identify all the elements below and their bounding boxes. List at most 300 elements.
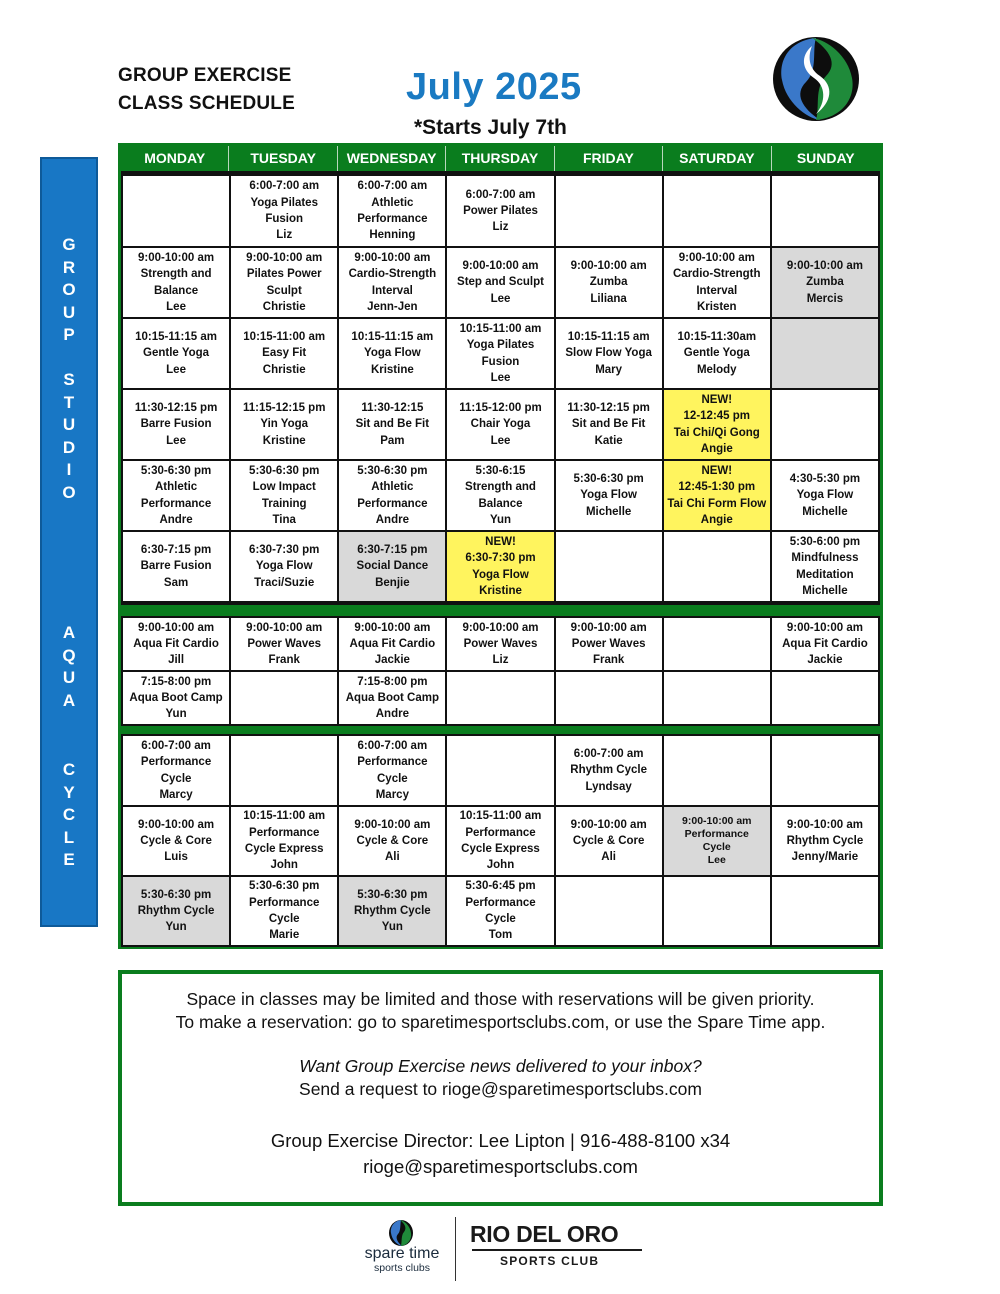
class-cell bbox=[339, 176, 445, 246]
class-cell bbox=[447, 877, 553, 945]
sidebar-letter: C bbox=[62, 805, 76, 824]
sidebar-letter: Q bbox=[62, 645, 76, 665]
class-line: Cycle & Core bbox=[356, 834, 429, 847]
class-line: 4:30-5:30 pm bbox=[789, 473, 861, 486]
class-line: 6:30-7:15 pm bbox=[140, 544, 212, 557]
class-line: Liz bbox=[492, 221, 509, 234]
class-cell bbox=[231, 176, 337, 246]
class-line: Ali bbox=[385, 851, 400, 864]
class-line: Cycle bbox=[268, 913, 300, 925]
class-line: Kristen bbox=[696, 300, 737, 313]
empty-cell bbox=[772, 319, 878, 388]
class-line: Sam bbox=[163, 576, 189, 589]
new-badge: NEW! bbox=[701, 464, 733, 477]
class-line: Cycle Express bbox=[461, 843, 540, 855]
class-line: Andre bbox=[159, 513, 193, 526]
class-line: 5:30-6:15 bbox=[475, 464, 526, 477]
sports-club-wordmark: SPORTS CLUB bbox=[500, 1254, 600, 1268]
class-line: Lee bbox=[490, 292, 511, 305]
empty-cell bbox=[231, 736, 337, 805]
class-line: Performance bbox=[357, 756, 428, 769]
class-cell bbox=[772, 618, 878, 670]
class-line: Yoga Pilates bbox=[466, 339, 535, 352]
class-line: Luis bbox=[164, 851, 188, 864]
class-line: Lyndsay bbox=[585, 780, 632, 793]
class-line: 10:15-11:15 am bbox=[567, 331, 650, 344]
class-line: 9:00-10:00 am bbox=[678, 251, 755, 264]
class-line: 6:00-7:00 am bbox=[141, 739, 211, 752]
class-line: Kristine bbox=[370, 363, 414, 376]
class-line: Step and Sculpt bbox=[457, 276, 544, 289]
class-line: Lee bbox=[166, 363, 186, 376]
empty-cell bbox=[664, 877, 770, 945]
class-cell bbox=[123, 532, 229, 601]
class-line: 10:15-11:00 am bbox=[243, 331, 326, 344]
sidebar-letter: C bbox=[62, 760, 76, 779]
empty-cell bbox=[664, 176, 770, 246]
class-line: Fusion bbox=[481, 355, 520, 368]
class-line: Performance bbox=[249, 896, 320, 909]
class-line: 6:00-7:00 am bbox=[465, 188, 536, 201]
class-line: Rhythm Cycle bbox=[570, 764, 647, 777]
class-line: Lee bbox=[166, 300, 186, 313]
class-line: 7:15-8:00 pm bbox=[357, 675, 428, 688]
sidebar-letter: U bbox=[62, 415, 76, 434]
empty-cell bbox=[772, 176, 878, 246]
class-cell bbox=[772, 532, 878, 601]
start-date-note: *Starts July 7th bbox=[414, 116, 567, 139]
group-studio-section bbox=[121, 174, 880, 605]
class-line: Interval bbox=[371, 284, 413, 297]
class-line: Jill bbox=[168, 654, 185, 667]
class-cell bbox=[447, 319, 553, 388]
class-line: Christie bbox=[262, 300, 306, 313]
class-line: 5:30-6:30 pm bbox=[357, 464, 428, 477]
empty-cell bbox=[772, 390, 878, 459]
class-line: 6:00-7:00 am bbox=[249, 180, 320, 193]
class-line: 11:15-12:00 pm bbox=[459, 402, 542, 415]
class-line: Christie bbox=[262, 363, 306, 376]
class-line: 12-12:45 pm bbox=[683, 410, 751, 423]
class-line: Performance bbox=[357, 213, 428, 225]
class-cell bbox=[664, 461, 770, 530]
class-line: 7:15-8:00 pm bbox=[140, 675, 212, 688]
class-line: Yoga Flow bbox=[580, 489, 637, 502]
director-email: rioge@sparetimesportsclubs.com bbox=[363, 1156, 638, 1177]
new-badge: NEW! bbox=[485, 535, 516, 548]
day-header: WEDNESDAY bbox=[338, 146, 446, 171]
aqua-section bbox=[121, 616, 880, 726]
class-line: 10:15-11:15 am bbox=[351, 331, 434, 344]
class-line: Power Waves bbox=[247, 637, 322, 650]
class-line: Lee bbox=[166, 434, 186, 447]
sidebar-letter: I bbox=[66, 460, 72, 479]
class-line: 9:00-10:00 am bbox=[786, 818, 863, 831]
aqua-label bbox=[42, 622, 96, 712]
empty-cell bbox=[447, 672, 553, 724]
class-line: 9:00-10:00 am bbox=[462, 621, 539, 634]
sidebar-letter: O bbox=[62, 280, 76, 299]
class-cell bbox=[231, 807, 337, 875]
empty-cell bbox=[664, 736, 770, 805]
class-line: Cycle Express bbox=[244, 843, 324, 855]
class-line: Gentle Yoga bbox=[683, 347, 750, 360]
empty-cell bbox=[556, 672, 662, 724]
class-line: Low Impact bbox=[252, 481, 316, 494]
sidebar-letter: G bbox=[62, 235, 76, 254]
spare-time-wordmark: spare time bbox=[364, 1245, 440, 1262]
sidebar-letter: R bbox=[62, 257, 76, 277]
class-cell bbox=[231, 248, 337, 317]
class-line: Jackie bbox=[807, 654, 843, 667]
month-title: July 2025 bbox=[406, 66, 582, 108]
class-line: Aqua Fit Cardio bbox=[133, 637, 219, 650]
class-line: Cardio-Strength bbox=[673, 268, 761, 281]
class-line: 6:30-7:30 pm bbox=[249, 544, 320, 557]
class-line: Rhythm Cycle bbox=[354, 904, 431, 917]
class-cell bbox=[339, 877, 445, 945]
class-line: Yun bbox=[165, 708, 187, 721]
class-line: Fusion bbox=[265, 213, 304, 225]
class-line: Liz bbox=[276, 229, 293, 242]
class-cell bbox=[231, 319, 337, 388]
class-cell bbox=[339, 319, 445, 388]
class-cell bbox=[123, 807, 229, 875]
class-line: Performance bbox=[249, 826, 320, 839]
class-line: Interval bbox=[696, 284, 738, 297]
day-header: MONDAY bbox=[121, 146, 229, 171]
class-line: 11:30-12:15 pm bbox=[134, 402, 218, 415]
class-line: Melody bbox=[696, 363, 737, 376]
class-line: Mercis bbox=[806, 292, 844, 305]
empty-cell bbox=[556, 877, 662, 945]
class-line: 11:15-12:15 pm bbox=[242, 402, 326, 415]
info-priority-text: Space in classes may be limited and those with reservations will be given priority. bbox=[186, 989, 815, 1009]
class-cell bbox=[772, 248, 878, 317]
class-cell bbox=[772, 807, 878, 875]
heading-line-2: CLASS SCHEDULE bbox=[118, 93, 295, 114]
class-cell bbox=[772, 461, 878, 530]
class-line: Power Pilates bbox=[463, 204, 538, 217]
sidebar-letter: U bbox=[62, 302, 76, 322]
class-line: Marcy bbox=[159, 788, 193, 801]
class-cell bbox=[556, 390, 662, 459]
class-cell bbox=[556, 807, 662, 875]
class-line: Mary bbox=[595, 363, 623, 376]
new-badge: NEW! bbox=[701, 393, 733, 406]
class-cell bbox=[447, 532, 553, 601]
class-line: Marcy bbox=[375, 788, 409, 801]
class-line: Athletic bbox=[371, 481, 414, 494]
sidebar-letter: T bbox=[63, 392, 75, 412]
class-line: 5:30-6:45 pm bbox=[465, 880, 536, 893]
class-line: 9:00-10:00 am bbox=[354, 251, 431, 264]
empty-cell bbox=[556, 176, 662, 246]
class-cell bbox=[556, 319, 662, 388]
spare-time-small-logo-icon bbox=[388, 1219, 414, 1247]
class-line: 9:00-10:00 am bbox=[354, 621, 431, 634]
day-header: THURSDAY bbox=[446, 146, 554, 171]
class-line: Angie bbox=[700, 513, 733, 526]
class-cell bbox=[447, 390, 553, 459]
class-line: Tina bbox=[272, 513, 296, 526]
class-line: 6:30-7:30 pm bbox=[465, 552, 536, 565]
class-cell bbox=[123, 461, 229, 530]
class-line: Frank bbox=[268, 654, 300, 667]
class-line: 5:30-6:00 pm bbox=[789, 535, 861, 548]
class-line: 9:00-10:00 am bbox=[570, 818, 647, 831]
class-line: Kristine bbox=[262, 434, 306, 447]
class-line: 9:00-10:00 am bbox=[786, 260, 863, 273]
class-schedule-table bbox=[118, 143, 883, 949]
class-line: Yoga Flow bbox=[364, 347, 421, 360]
sidebar-letter: U bbox=[62, 668, 76, 687]
class-line: Yoga Flow bbox=[472, 568, 529, 581]
class-line: Performance bbox=[465, 826, 536, 839]
class-line: Lee bbox=[490, 371, 511, 384]
class-line: Michelle bbox=[802, 584, 848, 597]
class-line: Zumba bbox=[806, 276, 844, 289]
class-cell bbox=[123, 877, 229, 945]
empty-cell bbox=[556, 532, 662, 601]
class-cell bbox=[664, 248, 770, 317]
class-line: 11:30-12:15 bbox=[361, 402, 424, 415]
sidebar-letter: A bbox=[62, 623, 76, 642]
sidebar-letter: S bbox=[63, 370, 75, 389]
class-line: Yin Yoga bbox=[260, 418, 309, 431]
class-cell bbox=[231, 390, 337, 459]
class-line: Sculpt bbox=[266, 284, 302, 297]
class-cell bbox=[447, 807, 553, 875]
class-line: 10:15-11:15 am bbox=[135, 331, 217, 344]
rio-del-oro-underline bbox=[472, 1249, 642, 1251]
empty-cell bbox=[772, 736, 878, 805]
class-cell bbox=[339, 248, 445, 317]
sidebar-letter: A bbox=[62, 690, 76, 710]
sidebar-letter: O bbox=[62, 482, 76, 502]
cycle-section bbox=[121, 734, 880, 947]
class-cell bbox=[556, 461, 662, 530]
class-line: John bbox=[486, 859, 515, 872]
class-cell bbox=[123, 390, 229, 459]
class-line: Performance bbox=[465, 896, 536, 909]
footer-branding bbox=[350, 1215, 650, 1285]
rio-del-oro-wordmark: RIO DEL ORO bbox=[470, 1221, 619, 1247]
class-line: Frank bbox=[592, 654, 625, 667]
group-studio-label bbox=[42, 234, 96, 504]
section-sidebar bbox=[40, 157, 98, 927]
class-line: Ali bbox=[601, 851, 616, 864]
class-cell bbox=[339, 618, 445, 670]
sidebar-letter: D bbox=[62, 437, 76, 457]
class-line: 10:15-11:00 am bbox=[459, 322, 542, 335]
empty-cell bbox=[231, 672, 337, 724]
class-line: Sit and Be Fit bbox=[355, 418, 430, 431]
class-line: 5:30-6:30 pm bbox=[249, 464, 320, 477]
class-line: Yun bbox=[381, 921, 403, 934]
class-line: 6:00-7:00 am bbox=[357, 180, 428, 193]
empty-cell bbox=[447, 736, 553, 805]
class-cell bbox=[447, 618, 553, 670]
class-line: 11:30-12:15 pm bbox=[567, 402, 650, 415]
class-line: 6:00-7:00 am bbox=[573, 748, 644, 761]
class-line: Power Waves bbox=[463, 637, 538, 650]
class-line: Yoga Pilates bbox=[250, 196, 318, 209]
class-line: Pam bbox=[380, 434, 405, 447]
class-line: Chair Yoga bbox=[470, 418, 531, 431]
class-line: 12:45-1:30 pm bbox=[678, 481, 756, 494]
class-line: Performance bbox=[140, 497, 212, 510]
class-line: Henning bbox=[369, 229, 416, 242]
class-line: Rhythm Cycle bbox=[786, 834, 864, 847]
heading-line-1: GROUP EXERCISE bbox=[118, 65, 292, 86]
class-line: Yoga Flow bbox=[796, 489, 854, 502]
sidebar-letter: E bbox=[63, 850, 75, 869]
info-box bbox=[118, 970, 883, 1206]
class-cell bbox=[123, 672, 229, 724]
class-cell bbox=[447, 461, 553, 530]
class-cell bbox=[447, 248, 553, 317]
class-line: Performance bbox=[357, 497, 428, 510]
class-line: Tai Chi Form Flow bbox=[667, 497, 767, 510]
empty-cell bbox=[772, 672, 878, 724]
class-line: 9:00-10:00 am bbox=[570, 621, 647, 634]
class-cell bbox=[123, 736, 229, 805]
empty-cell bbox=[664, 618, 770, 670]
class-line: Sit and Be Fit bbox=[571, 418, 646, 431]
class-cell bbox=[447, 176, 553, 246]
newsletter-request-text: Send a request to rioge@sparetimesportsclubs.com bbox=[299, 1079, 702, 1099]
class-cell bbox=[664, 807, 770, 875]
class-line: Zumba bbox=[589, 276, 628, 289]
sidebar-letter: Y bbox=[63, 782, 75, 802]
class-line: 9:00-10:00 am bbox=[354, 818, 431, 831]
class-line: Rhythm Cycle bbox=[137, 904, 215, 917]
class-line: Cycle bbox=[377, 772, 408, 785]
class-line: 9:00-10:00 am bbox=[138, 621, 215, 634]
day-header-row bbox=[121, 146, 880, 171]
class-line: 6:00-7:00 am bbox=[357, 739, 428, 752]
class-cell bbox=[556, 618, 662, 670]
class-cell bbox=[123, 319, 229, 388]
class-line: 6:30-7:15 pm bbox=[357, 544, 428, 557]
class-line: 10:15-11:30am bbox=[677, 331, 757, 344]
class-line: Michelle bbox=[802, 505, 848, 518]
class-line: Meditation bbox=[796, 568, 854, 581]
info-reservation-text: To make a reservation: go to sparetimesportsclubs.com, or use the Spare Time app. bbox=[175, 1012, 826, 1032]
class-line: Liz bbox=[492, 654, 509, 667]
class-line: Strength and bbox=[465, 481, 536, 494]
class-line: Social Dance bbox=[356, 560, 429, 573]
class-line: 9:00-10:00 am bbox=[246, 621, 323, 634]
class-line: Andre bbox=[375, 513, 409, 526]
class-line: Performance bbox=[684, 828, 749, 840]
class-cell bbox=[339, 736, 445, 805]
class-line: Power Waves bbox=[571, 637, 646, 650]
class-cell bbox=[339, 532, 445, 601]
class-line: Lee bbox=[707, 854, 726, 866]
class-line: 9:00-10:00 am bbox=[682, 815, 752, 827]
class-line: 5:30-6:30 pm bbox=[357, 888, 428, 901]
class-line: Slow Flow Yoga bbox=[565, 347, 652, 360]
class-line: Yun bbox=[165, 921, 187, 934]
class-line: 10:15-11:00 am bbox=[243, 810, 326, 823]
class-line: Balance bbox=[154, 284, 199, 297]
director-contact: Group Exercise Director: Lee Lipton | 916-488-8100 x34 bbox=[270, 1130, 731, 1151]
class-cell bbox=[339, 672, 445, 724]
class-line: Training bbox=[261, 497, 307, 510]
class-line: Cycle & Core bbox=[140, 834, 212, 847]
class-line: 9:00-10:00 am bbox=[246, 251, 323, 264]
class-line: Cycle bbox=[702, 841, 731, 853]
spare-time-logo-icon bbox=[772, 36, 860, 122]
class-cell bbox=[664, 390, 770, 459]
class-line: Marie bbox=[269, 929, 300, 942]
class-line: 5:30-6:30 pm bbox=[140, 464, 212, 477]
class-cell bbox=[231, 877, 337, 945]
class-line: Aqua Fit Cardio bbox=[349, 637, 436, 650]
class-line: Gentle Yoga bbox=[143, 347, 210, 360]
class-line: Katie bbox=[594, 434, 623, 447]
class-line: Jenn-Jen bbox=[367, 300, 418, 313]
class-line: Yoga Flow bbox=[255, 560, 313, 573]
class-line: Jenny/Marie bbox=[791, 851, 859, 864]
class-line: Cycle bbox=[160, 772, 192, 785]
class-line: Liliana bbox=[590, 292, 627, 305]
class-line: John bbox=[270, 859, 298, 872]
class-line: 5:30-6:30 pm bbox=[140, 888, 212, 901]
class-line: 9:00-10:00 am bbox=[138, 818, 215, 831]
class-line: Pilates Power bbox=[246, 268, 322, 281]
class-line: Aqua Boot Camp bbox=[345, 691, 439, 704]
day-header: SATURDAY bbox=[663, 146, 771, 171]
empty-cell bbox=[123, 176, 229, 246]
class-line: 9:00-10:00 am bbox=[138, 251, 215, 264]
class-line: Easy Fit bbox=[262, 347, 307, 360]
class-line: Kristine bbox=[479, 584, 522, 597]
class-line: Tai Chi/Qi Gong bbox=[673, 426, 760, 439]
class-line: Balance bbox=[478, 497, 523, 510]
class-cell bbox=[231, 461, 337, 530]
class-cell bbox=[231, 618, 337, 670]
class-line: 9:00-10:00 am bbox=[462, 260, 539, 273]
class-line: Benjie bbox=[375, 576, 410, 589]
class-line: 9:00-10:00 am bbox=[786, 621, 863, 634]
class-cell bbox=[339, 807, 445, 875]
empty-cell bbox=[664, 532, 770, 601]
class-line: Athletic bbox=[154, 481, 198, 494]
class-line: Barre Fusion bbox=[140, 418, 212, 431]
class-line: Tom bbox=[488, 929, 513, 942]
class-line: Yun bbox=[489, 513, 512, 526]
class-line: Performance bbox=[140, 756, 212, 769]
sidebar-letter: P bbox=[63, 325, 75, 344]
class-line: Mindfulness bbox=[791, 552, 859, 565]
class-cell bbox=[339, 461, 445, 530]
day-header: SUNDAY bbox=[796, 150, 855, 166]
sports-clubs-wordmark: sports clubs bbox=[373, 1262, 431, 1274]
class-line: 5:30-6:30 pm bbox=[573, 473, 644, 486]
class-line: Strength and bbox=[140, 268, 212, 281]
class-line: Aqua Fit Cardio bbox=[782, 637, 868, 650]
class-line: Athletic bbox=[371, 196, 414, 209]
class-cell bbox=[123, 248, 229, 317]
class-cell bbox=[231, 532, 337, 601]
class-line: 5:30-6:30 pm bbox=[249, 880, 320, 893]
class-cell bbox=[339, 390, 445, 459]
class-line: Traci/Suzie bbox=[254, 576, 315, 589]
empty-cell bbox=[772, 877, 878, 945]
